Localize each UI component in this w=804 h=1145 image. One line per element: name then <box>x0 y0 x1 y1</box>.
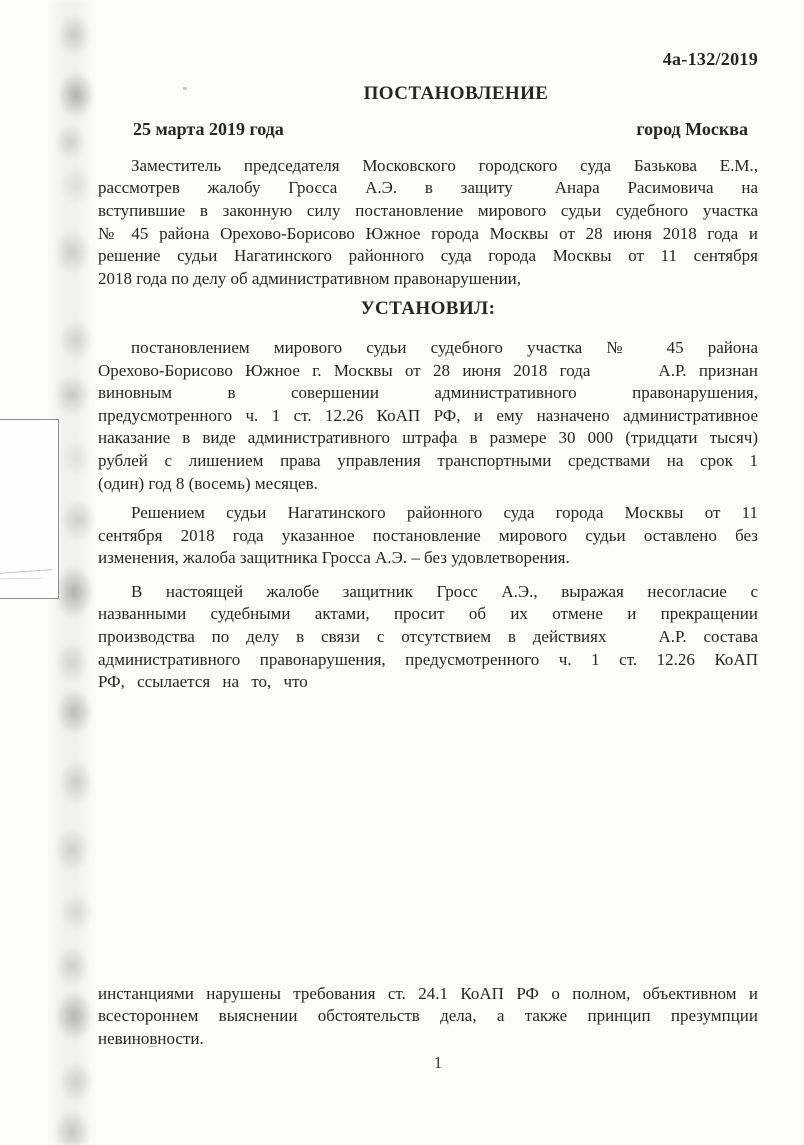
paragraph-mirovoy-postanovlenie <box>98 337 758 495</box>
text-line: решение судьи Нагатинского районного суда города Москвы от 11 сентября <box>98 246 758 266</box>
text-line: № 45 района Орехово-Борисово Южное города Москвы от 28 июня 2018 года и <box>98 223 758 243</box>
text-line: административного правонарушения, предусмотренного ч. 1 ст. 12.26 КоАП <box>98 649 758 669</box>
text-line: наказание в виде административного штрафа в размере 30 000 (тридцати тысяч) <box>98 428 758 448</box>
text-line: названными судебными актами, просит об их отмене и прекращении <box>98 604 758 624</box>
paragraph-zhaloba <box>98 581 758 694</box>
margin-white-box <box>0 419 59 599</box>
text-line: невиновности. <box>98 1029 204 1049</box>
paragraph-intro <box>98 155 758 291</box>
paragraphs-before-heading <box>98 155 758 291</box>
text-line: предусмотренного ч. 1 ст. 12.26 КоАП РФ, и ему назначено административное <box>98 405 758 425</box>
case-number: 4а-132/2019 <box>662 49 758 69</box>
pencil-mark <box>0 569 52 574</box>
paragraph-rayonny-sud <box>98 502 758 570</box>
pencil-mark <box>0 578 42 580</box>
text-line: вступившие в законную силу постановление мирового судьи судебного участка <box>98 200 758 220</box>
date-row <box>98 118 758 141</box>
text-line: изменения, жалоба защитника Гросса А.Э. – без удовлетворения. <box>98 548 570 568</box>
text-line: сентября 2018 года указанное постановление мирового судьи оставлено без <box>98 525 758 545</box>
text-line: Заместитель председателя Московского городского суда Базькова Е.М., <box>131 155 758 175</box>
document-city: город Москва <box>636 119 748 140</box>
redacted-name-gap <box>606 641 658 642</box>
text-line: рассмотрев жалобу Гросса А.Э. в защиту Анара Расимовича на <box>98 178 758 198</box>
document-date: 25 марта 2019 года <box>133 119 284 140</box>
document-title: ПОСТАНОВЛЕНИЕ <box>363 82 549 104</box>
paragraph-instantsii <box>98 983 758 1051</box>
text-line: 2018 года по делу об административном правонарушении, <box>98 268 521 288</box>
document-body <box>98 0 758 1074</box>
page-number: 1 <box>433 1052 443 1072</box>
redacted-name-gap <box>590 375 658 376</box>
text-line: В настоящей жалобе защитник Гросс А.Э., выражая несогласие с <box>131 581 758 601</box>
text-line: (один) год 8 (восемь) месяцев. <box>98 473 318 493</box>
text-line: всестороннем выяснении обстоятельств дела, а также принцип презумпции <box>98 1006 758 1026</box>
text-line: виновным в совершении административного правонарушения, <box>98 383 758 403</box>
paragraphs-after-heading <box>98 337 758 1051</box>
section-heading: УСТАНОВИЛ: <box>360 298 496 320</box>
text-line: Решением судьи Нагатинского районного суда города Москвы от 11 <box>131 503 758 523</box>
text-line: постановлением мирового судьи судебного участка № 45 района <box>131 337 758 357</box>
text-line: РФ, ссылается на то, что <box>98 672 308 692</box>
text-line: Орехово-Борисово Южное г. Москвы от 28 июня 2018 года А.Р. признан <box>98 360 758 380</box>
text-line: рублей с лишением права управления транспортными средствами на срок 1 <box>98 450 758 470</box>
text-line: производства по делу в связи с отсутствием в действиях А.Р. состава <box>98 627 758 647</box>
text-line: инстанциями нарушены требования ст. 24.1 КоАП РФ о полном, объективном и <box>98 983 758 1003</box>
redacted-name-gap <box>513 192 555 193</box>
